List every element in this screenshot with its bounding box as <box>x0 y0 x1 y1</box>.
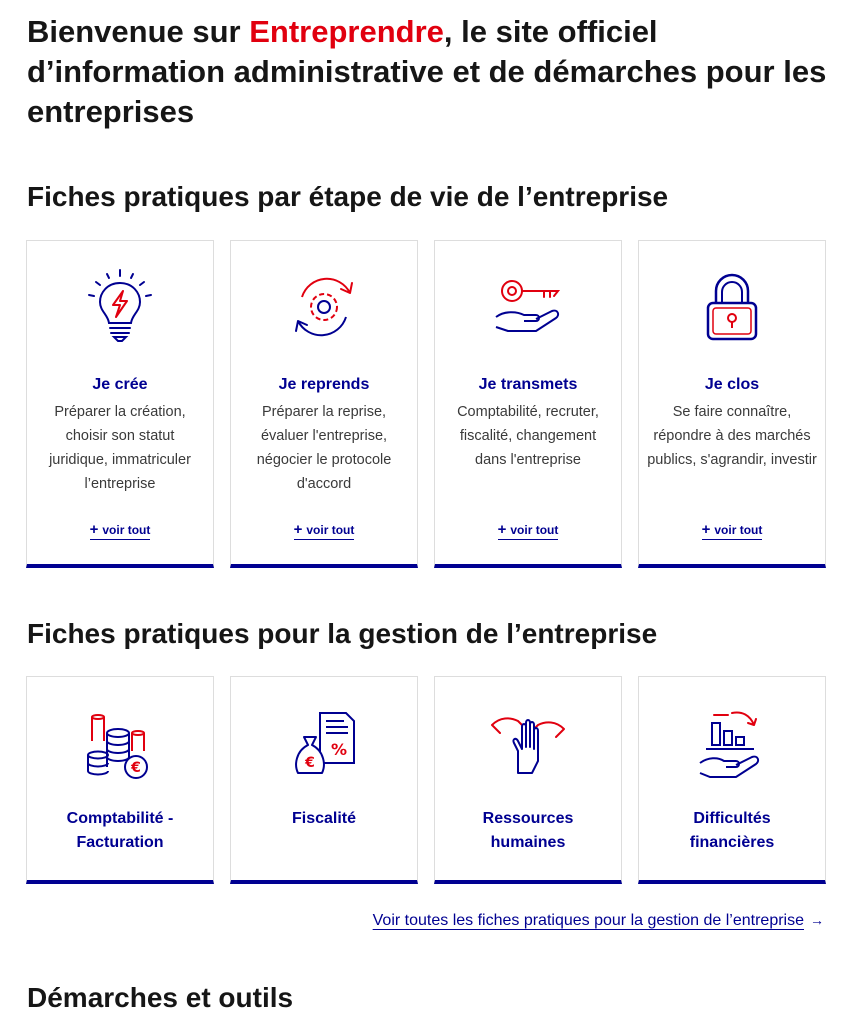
page-title <box>27 12 837 132</box>
card-title: Je transmets <box>478 376 578 393</box>
section-title-management: Fiches pratiques pour la gestion de l’entreprise <box>27 618 658 649</box>
card-title: Ressources humaines <box>482 810 574 851</box>
section-title-procedures: Démarches et outils <box>27 982 294 1013</box>
hands-icon <box>488 707 568 787</box>
section-title-life-stages: Fiches pratiques par étape de vie de l’entreprise <box>27 181 669 212</box>
card-title: Difficultés financières <box>689 810 775 851</box>
lightbulb-icon <box>80 267 160 347</box>
card-title: Je reprends <box>278 376 370 393</box>
voir-tout-link[interactable]: + voir tout <box>89 521 151 538</box>
card-title: Je clos <box>704 376 760 393</box>
management-cards <box>26 676 826 884</box>
card-difficultes-financieres[interactable] <box>638 676 826 884</box>
card-description: Préparer la création, choisir son statut juridique, immatriculer l’entreprise <box>49 404 191 492</box>
plus-icon: + <box>497 521 507 538</box>
money-bag-tax-icon <box>284 707 364 787</box>
plus-icon: + <box>89 521 99 538</box>
padlock-icon <box>692 267 772 347</box>
coins-euro-icon <box>80 707 160 787</box>
gear-cycle-icon <box>284 267 364 347</box>
voir-tout-link[interactable]: + voir tout <box>701 521 763 538</box>
key-hand-icon <box>488 267 568 347</box>
falling-chart-hand-icon <box>692 707 772 787</box>
card-fiscalite[interactable] <box>230 676 418 884</box>
svg-text:%: % <box>330 740 348 759</box>
card-je-cree[interactable] <box>26 240 214 568</box>
card-je-clos[interactable] <box>638 240 826 568</box>
card-description: Se faire connaître, répondre à des marchés publics, s'agrandir, investir <box>647 404 817 468</box>
voir-tout-link[interactable]: + voir tout <box>497 521 559 538</box>
voir-tout-link[interactable]: + voir tout <box>293 521 355 538</box>
card-description: Préparer la reprise, évaluer l'entreprise, négocier le protocole d'accord <box>256 404 392 492</box>
see-all-management-link[interactable]: Voir toutes les fiches pratiques pour la gestion de l’entreprise <box>372 912 804 929</box>
card-je-reprends[interactable] <box>230 240 418 568</box>
card-je-transmets[interactable] <box>434 240 622 568</box>
hero-text-after: , le site officiel d’information administrative et de démarches pour les entreprises <box>27 14 827 129</box>
hero-accent-site-name: Entreprendre <box>249 14 444 49</box>
card-title: Comptabilité - Facturation <box>66 810 174 851</box>
life-stage-cards <box>26 240 826 568</box>
card-comptabilite[interactable] <box>26 676 214 884</box>
arrow-right-icon: → <box>810 912 824 928</box>
card-description: Comptabilité, recruter, fiscalité, changement dans l'entreprise <box>457 404 599 468</box>
hero-text-before: Bienvenue sur <box>27 14 250 49</box>
card-title: Fiscalité <box>291 810 357 827</box>
card-title: Je crée <box>92 376 148 393</box>
plus-icon: + <box>701 521 711 538</box>
svg-text:€: € <box>131 760 141 776</box>
card-ressources-humaines[interactable] <box>434 676 622 884</box>
svg-text:€: € <box>305 755 315 771</box>
plus-icon: + <box>293 521 303 538</box>
